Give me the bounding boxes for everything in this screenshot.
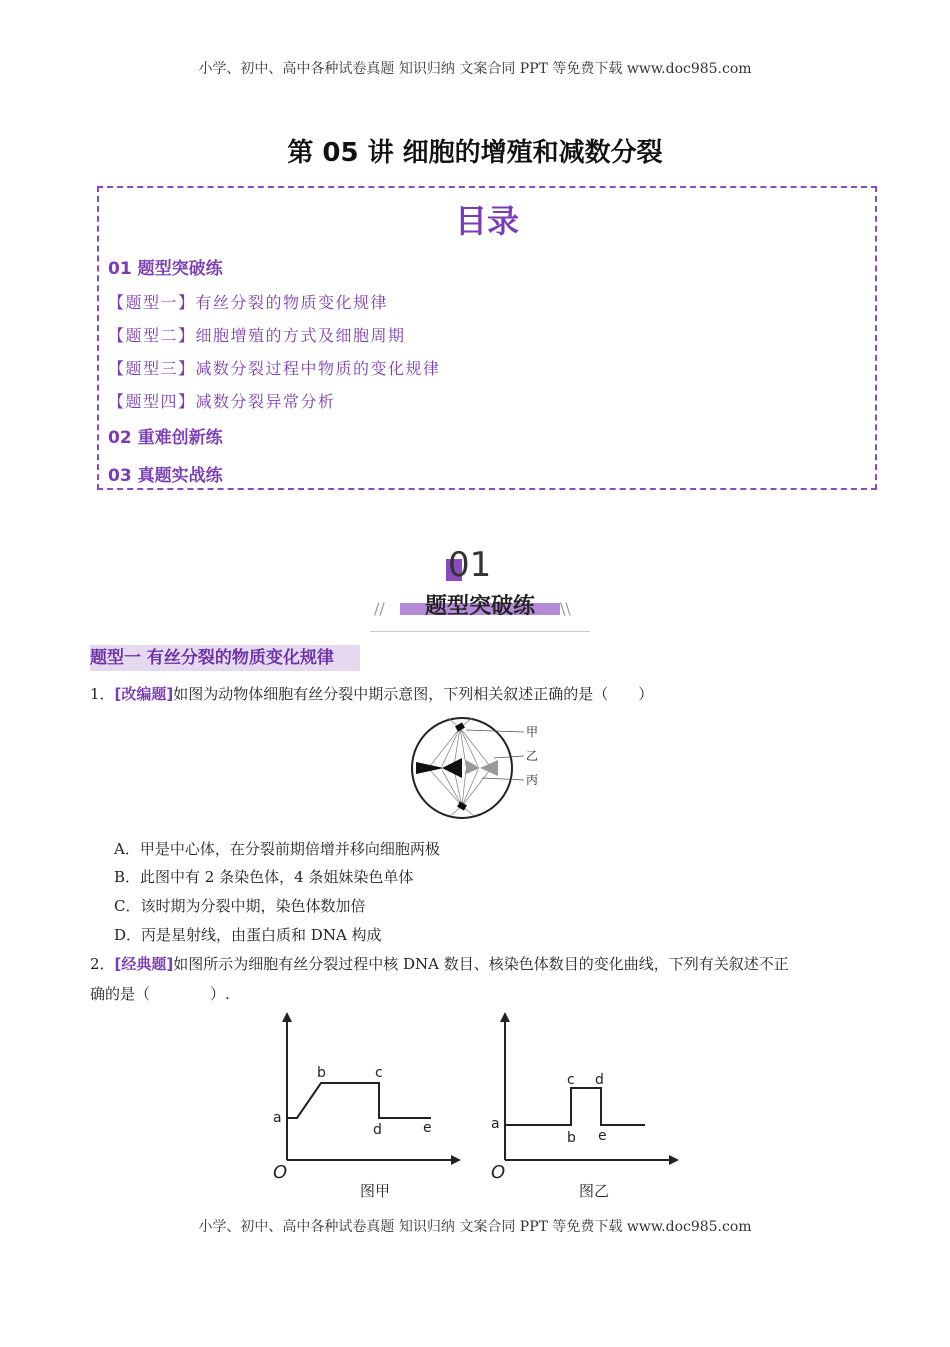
graph-jia-point-e: e	[423, 1120, 432, 1136]
question-1-tag: [改编题]	[114, 685, 174, 703]
graph-jia-point-a: a	[273, 1110, 282, 1126]
question-1-option-a[interactable]: A．甲是中心体，在分裂前期倍增并移向细胞两极	[114, 840, 440, 858]
question-2-text-continued: 确的是（ ）.	[90, 985, 230, 1003]
question-2	[90, 953, 789, 974]
graph-yi-curve	[505, 1088, 645, 1125]
banner-title: 题型突破练	[424, 594, 535, 619]
label-jia: 甲	[526, 725, 539, 739]
question-1	[90, 683, 653, 704]
question-1-number: 1．	[90, 685, 115, 703]
question-1-option-b[interactable]: B．此图中有 2 条染色体，4 条姐妹染色单体	[114, 868, 414, 886]
graph-jia-point-d: d	[373, 1122, 382, 1138]
question-1-text: 如图为动物体细胞有丝分裂中期示意图，下列相关叙述正确的是（ ）	[173, 685, 654, 703]
graph-yi-point-c: c	[567, 1072, 575, 1088]
question-2-tag: [经典题]	[114, 955, 174, 973]
toc-item-type-1[interactable]: 【题型一】有丝分裂的物质变化规律	[108, 293, 389, 312]
banner-right-slash: \\	[560, 599, 571, 618]
section-banner	[370, 545, 590, 635]
label-yi: 乙	[526, 749, 539, 763]
page-title: 第 05 讲 细胞的增殖和减数分裂	[287, 138, 663, 168]
question-2-number: 2．	[90, 955, 115, 973]
graph-yi-y-arrow	[500, 1012, 510, 1022]
graph-jia-point-c: c	[375, 1065, 383, 1081]
toc-item-type-4[interactable]: 【题型四】减数分裂异常分析	[108, 392, 336, 411]
type-heading: 题型一 有丝分裂的物质变化规律	[90, 645, 360, 671]
toc-section-02[interactable]: 02 重难创新练	[108, 428, 223, 448]
graph-jia-curve	[287, 1083, 431, 1118]
page-header: 小学、初中、高中各种试卷真题 知识归纳 文案合同 PPT 等免费下载 www.doc985.com	[198, 61, 752, 77]
graph-jia	[265, 1010, 475, 1205]
graph-yi-caption: 图乙	[579, 1182, 610, 1200]
graph-yi-point-a: a	[491, 1116, 500, 1132]
graph-jia-caption: 图甲	[360, 1182, 391, 1200]
toc-heading: 目录	[454, 202, 519, 240]
graph-jia-y-arrow	[282, 1012, 292, 1022]
graph-yi-origin: O	[491, 1162, 506, 1183]
banner-left-slash: //	[374, 599, 385, 618]
banner-divider	[370, 631, 590, 632]
graph-yi-x-arrow	[669, 1155, 679, 1165]
page-footer: 小学、初中、高中各种试卷真题 知识归纳 文案合同 PPT 等免费下载 www.doc985.com	[198, 1219, 752, 1235]
label-bing: 丙	[526, 773, 539, 787]
question-2-text: 如图所示为细胞有丝分裂过程中核 DNA 数目、核染色体数目的变化曲线，下列有关叙述不正	[173, 955, 789, 973]
toc-section-01[interactable]: 01 题型突破练	[108, 259, 223, 279]
graph-jia-x-arrow	[451, 1155, 461, 1165]
cell-diagram	[410, 714, 550, 824]
toc-section-03[interactable]: 03 真题实战练	[108, 466, 223, 486]
banner-number: 01	[448, 545, 492, 585]
question-1-option-c[interactable]: C．该时期为分裂中期，染色体数加倍	[114, 897, 366, 915]
graph-yi	[485, 1010, 695, 1205]
graph-yi-point-e: e	[598, 1128, 607, 1144]
graph-yi-point-d: d	[595, 1072, 604, 1088]
question-1-option-d[interactable]: D．丙是星射线，由蛋白质和 DNA 构成	[114, 926, 382, 944]
toc-item-type-2[interactable]: 【题型二】细胞增殖的方式及细胞周期	[108, 326, 406, 345]
table-of-contents	[97, 186, 877, 490]
graph-jia-point-b: b	[317, 1065, 326, 1081]
graph-jia-origin: O	[273, 1162, 288, 1183]
graph-yi-point-b: b	[567, 1130, 576, 1146]
toc-item-type-3[interactable]: 【题型三】减数分裂过程中物质的变化规律	[108, 359, 441, 378]
